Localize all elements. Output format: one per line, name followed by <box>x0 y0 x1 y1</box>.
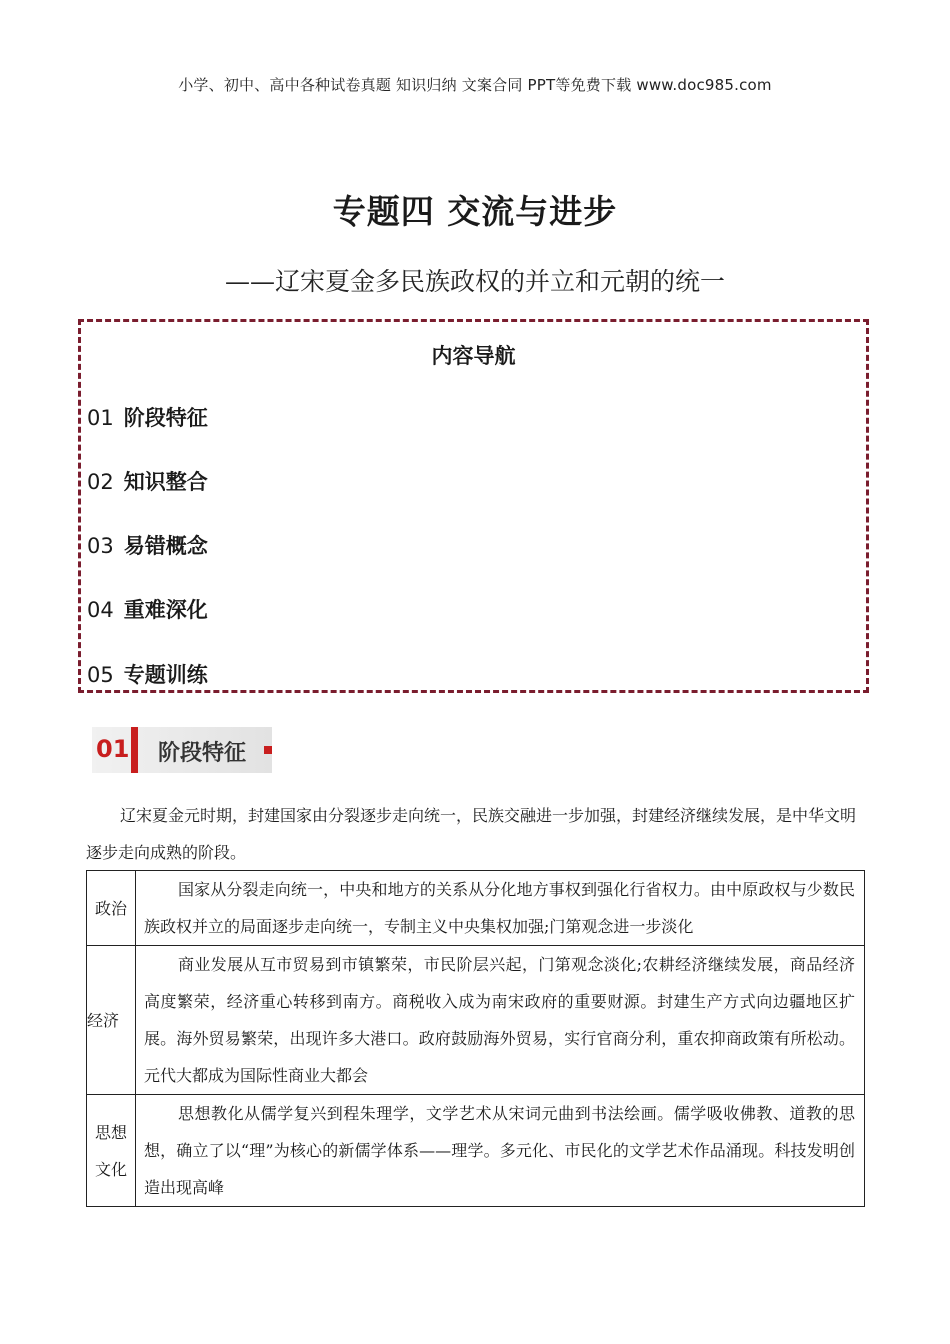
nav-item-label: 知识整合 <box>123 470 208 494</box>
nav-item-label: 重难深化 <box>123 598 208 622</box>
nav-item-5[interactable] <box>87 659 208 689</box>
nav-item-number: 01 <box>87 406 114 430</box>
nav-item-label: 专题训练 <box>123 663 208 687</box>
nav-item-1[interactable] <box>87 402 208 432</box>
section-label: 阶段特征 <box>158 741 247 766</box>
nav-item-3[interactable] <box>87 530 208 560</box>
nav-item-4[interactable] <box>87 594 208 624</box>
nav-item-2[interactable] <box>87 466 208 496</box>
page-subtitle: ——辽宋夏金多民族政权的并立和元朝的统一 <box>224 267 725 296</box>
table-row <box>87 1095 865 1207</box>
table-row <box>87 946 865 1095</box>
section-accent-bar <box>131 727 138 773</box>
nav-item-number: 04 <box>87 598 114 622</box>
content-navigation-box <box>78 319 869 693</box>
stage-features-table <box>86 870 865 1207</box>
section-heading-stage-features <box>92 727 272 773</box>
section-number: 01 <box>96 735 130 763</box>
category-politics: 政治 <box>87 871 136 946</box>
row-content: 思想教化从儒学复兴到程朱理学，文学艺术从宋词元曲到书法绘画。儒学吸收佛教、道教的思想，确立了以“理”为核心的新儒学体系——理学。多元化、市民化的文学艺术作品涌现。科技发明创造出现高峰 <box>136 1095 865 1207</box>
nav-item-label: 易错概念 <box>123 534 208 558</box>
table-row <box>87 871 865 946</box>
category-line: 文化 <box>94 1159 127 1179</box>
intro-paragraph: 辽宋夏金元时期，封建国家由分裂逐步走向统一，民族交融进一步加强，封建经济继续发展，是中华文明逐步走向成熟的阶段。 <box>86 806 857 862</box>
site-header: 小学、初中、高中各种试卷真题 知识归纳 文案合同 PPT等免费下载 www.doc985.com <box>178 76 772 94</box>
nav-item-number: 02 <box>87 470 114 494</box>
category-line: 思想 <box>94 1122 127 1142</box>
nav-item-number: 05 <box>87 663 114 687</box>
category-thought-culture <box>87 1095 136 1207</box>
nav-item-number: 03 <box>87 534 114 558</box>
nav-item-label: 阶段特征 <box>123 406 208 430</box>
page-title: 专题四 交流与进步 <box>332 192 618 231</box>
row-content: 国家从分裂走向统一，中央和地方的关系从分化地方事权到强化行省权力。由中原政权与少数民族政权并立的局面逐步走向统一，专制主义中央集权加强;门第观念进一步淡化 <box>136 871 865 946</box>
row-content: 商业发展从互市贸易到市镇繁荣，市民阶层兴起，门第观念淡化;农耕经济继续发展，商品经济高度繁荣，经济重心转移到南方。商税收入成为南宋政府的重要财源。封建生产方式向边疆地区扩展。海外贸易繁荣，出现许多大港口。政府鼓励海外贸易，实行官商分利，重农抑商政策有所松动。元代大都成为国际性商业大都会 <box>136 946 865 1095</box>
section-square-marker <box>264 746 272 754</box>
category-economy: 经济 <box>87 946 136 1095</box>
nav-title: 内容导航 <box>431 344 516 368</box>
